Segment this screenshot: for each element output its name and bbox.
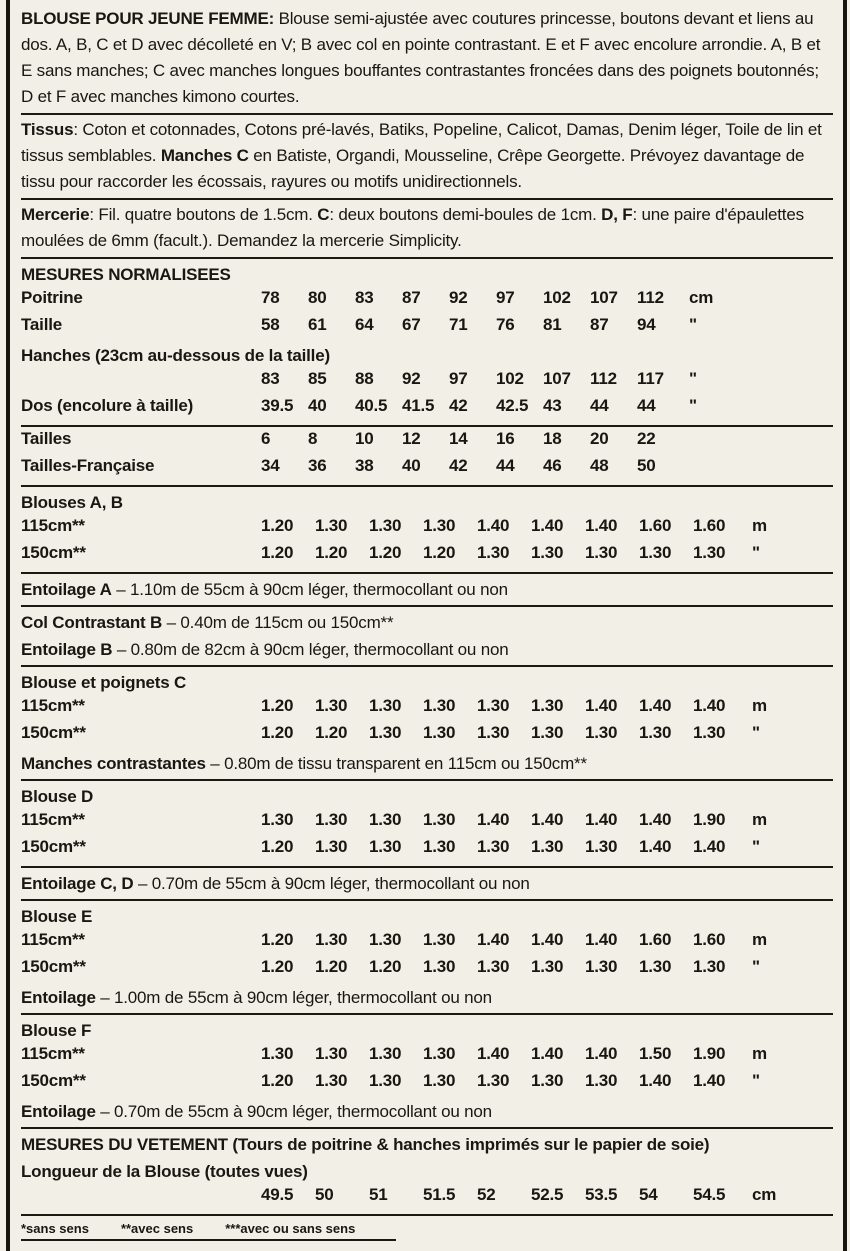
table-cell: 1.40 <box>585 930 618 949</box>
table-cell: 1.30 <box>531 957 564 976</box>
table-cell: 87 <box>590 315 609 334</box>
table-cell: 71 <box>449 315 468 334</box>
table-cell: 39.5 <box>261 396 294 415</box>
table-cell: 81 <box>543 315 562 334</box>
table-row-f-150 <box>21 1071 833 1098</box>
table-cell: 8 <box>308 429 318 448</box>
row-unit: " <box>689 315 697 334</box>
table-cell: 1.60 <box>693 930 726 949</box>
description-lead: BLOUSE POUR JEUNE FEMME: <box>21 9 275 28</box>
table-cell: 44 <box>590 396 609 415</box>
table-cell: 117 <box>637 369 664 388</box>
row-values <box>261 930 747 950</box>
divider <box>21 198 833 200</box>
table-cell: 1.40 <box>585 810 618 829</box>
table-cell: 76 <box>496 315 515 334</box>
table-cell: 1.30 <box>423 837 456 856</box>
note-lead: Entoilage B <box>21 640 113 659</box>
table-cell: 22 <box>637 429 656 448</box>
row-values <box>261 837 747 857</box>
row-unit: " <box>752 837 760 856</box>
row-values <box>261 810 747 830</box>
row-values <box>261 516 747 536</box>
table-cell: 1.40 <box>693 1071 726 1090</box>
table-cell: 40 <box>402 456 421 475</box>
table-cell: 1.30 <box>423 810 456 829</box>
table-cell: 1.30 <box>369 1071 402 1090</box>
note-lead: Manches contrastantes <box>21 754 206 773</box>
table-cell: 1.30 <box>477 837 510 856</box>
table-cell: 85 <box>308 369 327 388</box>
table-row-hips <box>21 369 833 396</box>
interfacing-a-note <box>21 576 833 603</box>
table-cell: 80 <box>308 288 327 307</box>
table-cell: 44 <box>637 396 656 415</box>
table-cell: 44 <box>496 456 515 475</box>
divider <box>21 779 833 781</box>
fabrics-text-1: : Coton et cotonnades, Cotons pré-lavés, Batiks, Popeline, Calicot, Damas, Denim léger, Toile de lin et tissus semblables. <box>21 120 822 165</box>
row-label: Poitrine <box>21 288 83 307</box>
row-label: 115cm** <box>21 930 85 949</box>
note-lead: Entoilage <box>21 988 96 1007</box>
table-row-d-150 <box>21 837 833 864</box>
table-cell: 49.5 <box>261 1185 294 1204</box>
table-row-c-150 <box>21 723 833 750</box>
table-cell: 1.20 <box>369 957 402 976</box>
yardage-c-title: Blouse et poignets C <box>21 673 187 692</box>
note-lead: Entoilage A <box>21 580 112 599</box>
table-row-blouse-length <box>21 1185 833 1212</box>
table-cell: 40 <box>308 396 327 415</box>
table-cell: 1.30 <box>315 1071 348 1090</box>
row-values <box>261 429 684 449</box>
table-cell: 1.30 <box>531 723 564 742</box>
note-lead: Entoilage <box>21 1102 96 1121</box>
table-cell: 1.30 <box>369 723 402 742</box>
table-cell: 1.40 <box>531 516 564 535</box>
table-cell: 42.5 <box>496 396 529 415</box>
notions-lead-3: D, F <box>601 205 633 224</box>
bottom-partial-rule <box>21 1239 396 1241</box>
row-label: 115cm** <box>21 1044 85 1063</box>
fabrics-lead: Tissus <box>21 120 74 139</box>
divider <box>21 425 833 427</box>
row-label: 150cm** <box>21 543 86 562</box>
footnote-with-nap: **avec sens <box>120 1221 194 1236</box>
table-cell: 1.30 <box>531 696 564 715</box>
table-row-french-sizes <box>21 456 833 483</box>
row-unit: " <box>752 543 760 562</box>
divider <box>21 1214 833 1216</box>
table-cell: 92 <box>449 288 468 307</box>
row-label: 150cm** <box>21 723 86 742</box>
table-cell: 1.40 <box>477 1044 510 1063</box>
row-unit: " <box>752 723 760 742</box>
table-cell: 92 <box>402 369 421 388</box>
table-cell: 1.30 <box>423 957 456 976</box>
table-cell: 1.30 <box>639 957 672 976</box>
garment-measurements-title: MESURES DU VETEMENT (Tours de poitrine & hanches imprimés sur le papier de soie) <box>21 1135 710 1154</box>
note-text: – 0.80m de 82cm à 90cm léger, thermocollant ou non <box>112 640 509 659</box>
table-row-back <box>21 396 833 423</box>
table-cell: 1.40 <box>693 696 726 715</box>
table-cell: 102 <box>496 369 524 388</box>
row-values <box>261 1044 747 1064</box>
table-cell: 1.30 <box>369 516 402 535</box>
table-cell: 1.30 <box>369 930 402 949</box>
table-row-sizes <box>21 429 833 456</box>
table-cell: 54 <box>639 1185 658 1204</box>
table-row-e-115 <box>21 930 833 957</box>
table-cell: 1.30 <box>423 1044 456 1063</box>
note-lead: Entoilage C, D <box>21 874 134 893</box>
table-row-f-115 <box>21 1044 833 1071</box>
table-cell: 1.30 <box>423 696 456 715</box>
notions-text-2: : deux boutons demi-boules de 1cm. <box>329 205 602 224</box>
row-label: 150cm** <box>21 957 86 976</box>
row-label: 150cm** <box>21 837 86 856</box>
table-cell: 1.30 <box>477 543 510 562</box>
table-cell: 1.60 <box>639 516 672 535</box>
table-cell: 1.30 <box>423 723 456 742</box>
fabrics-paragraph <box>21 117 833 195</box>
left-edge-bar <box>6 0 10 1251</box>
row-label: Dos (encolure à taille) <box>21 396 194 415</box>
row-unit: " <box>689 396 697 415</box>
table-cell: 51.5 <box>423 1185 456 1204</box>
row-unit: m <box>752 516 767 535</box>
interfacing-e-note <box>21 984 833 1011</box>
row-values <box>261 957 747 977</box>
row-unit: " <box>752 1071 760 1090</box>
table-cell: 1.30 <box>531 1071 564 1090</box>
table-cell: 34 <box>261 456 280 475</box>
row-unit: cm <box>752 1185 777 1204</box>
table-cell: 1.20 <box>261 837 294 856</box>
table-cell: 6 <box>261 429 271 448</box>
table-cell: 1.60 <box>693 516 726 535</box>
table-cell: 1.40 <box>531 810 564 829</box>
divider <box>21 257 833 259</box>
row-values <box>261 543 747 563</box>
table-row-ab-150 <box>21 543 833 570</box>
table-cell: 1.40 <box>477 810 510 829</box>
row-label: 115cm** <box>21 516 85 535</box>
table-cell: 46 <box>543 456 562 475</box>
table-cell: 1.40 <box>693 837 726 856</box>
measurements-title: MESURES NORMALISEES <box>21 265 231 284</box>
row-unit: m <box>752 696 767 715</box>
footnote-without-nap: *sans sens <box>21 1221 89 1236</box>
row-unit: " <box>752 957 760 976</box>
table-cell: 1.30 <box>423 1071 456 1090</box>
hips-label: Hanches (23cm au-dessous de la taille) <box>21 346 330 365</box>
table-cell: 88 <box>355 369 374 388</box>
table-cell: 1.40 <box>477 930 510 949</box>
table-cell: 50 <box>637 456 656 475</box>
table-cell: 50 <box>315 1185 334 1204</box>
table-cell: 1.30 <box>369 696 402 715</box>
table-cell: 67 <box>402 315 421 334</box>
divider <box>21 572 833 574</box>
row-values <box>261 315 684 335</box>
table-cell: 1.20 <box>261 930 294 949</box>
table-cell: 1.30 <box>477 696 510 715</box>
table-cell: 42 <box>449 456 468 475</box>
notions-text-3: : une paire d'épaulettes moulées de 6mm (facult.). Demandez la mercerie Simplicity. <box>21 205 804 250</box>
row-values <box>261 396 684 416</box>
yardage-ab-title: Blouses A, B <box>21 493 123 512</box>
table-cell: 1.30 <box>369 810 402 829</box>
interfacing-b-note <box>21 636 833 663</box>
table-cell: 52.5 <box>531 1185 564 1204</box>
divider <box>21 866 833 868</box>
table-cell: 1.30 <box>693 543 726 562</box>
table-cell: 112 <box>637 288 664 307</box>
contrast-sleeves-note <box>21 750 833 777</box>
notions-paragraph <box>21 202 833 254</box>
table-cell: 12 <box>402 429 421 448</box>
note-lead: Col Contrastant B <box>21 613 163 632</box>
table-cell: 64 <box>355 315 374 334</box>
table-cell: 1.30 <box>477 957 510 976</box>
table-cell: 1.20 <box>261 1071 294 1090</box>
footnotes <box>21 1221 833 1237</box>
table-cell: 83 <box>261 369 280 388</box>
table-cell: 1.30 <box>585 957 618 976</box>
table-cell: 42 <box>449 396 468 415</box>
table-cell: 1.30 <box>477 1071 510 1090</box>
table-cell: 1.30 <box>423 930 456 949</box>
table-cell: 1.40 <box>477 516 510 535</box>
table-cell: 1.90 <box>693 1044 726 1063</box>
divider <box>21 605 833 607</box>
table-row-waist <box>21 315 833 342</box>
table-cell: 1.30 <box>315 1044 348 1063</box>
table-cell: 1.30 <box>315 810 348 829</box>
table-cell: 1.30 <box>315 516 348 535</box>
note-text: – 1.00m de 55cm à 90cm léger, thermocollant ou non <box>95 988 492 1007</box>
row-label: Tailles-Française <box>21 456 155 475</box>
table-row-c-115 <box>21 696 833 723</box>
table-cell: 54.5 <box>693 1185 726 1204</box>
table-cell: 1.30 <box>585 723 618 742</box>
table-cell: 1.20 <box>261 723 294 742</box>
notions-lead-2: C <box>317 205 330 224</box>
row-label: 115cm** <box>21 810 85 829</box>
table-cell: 10 <box>355 429 374 448</box>
table-cell: 107 <box>590 288 618 307</box>
table-cell: 1.20 <box>369 543 402 562</box>
divider <box>21 1127 833 1129</box>
table-cell: 1.30 <box>369 1044 402 1063</box>
table-row-bust <box>21 288 833 315</box>
table-cell: 1.30 <box>477 723 510 742</box>
interfacing-f-note <box>21 1098 833 1125</box>
table-cell: 97 <box>496 288 515 307</box>
yardage-e-title: Blouse E <box>21 907 93 926</box>
row-values <box>261 1185 747 1205</box>
table-cell: 1.30 <box>315 837 348 856</box>
description-text: Blouse semi-ajustée avec coutures princesse, boutons devant et liens au dos. A, B, C et D avec décolleté en V; B avec col en pointe contrastant. E et F avec encolure arrondie. A, B et E sans manches; C avec manches longues bouffantes contrastantes froncées dans des poignets boutonnés; D et F avec manches kimono courtes. <box>21 9 821 106</box>
description-paragraph <box>21 6 833 110</box>
table-cell: 1.40 <box>531 930 564 949</box>
table-cell: 1.40 <box>585 1044 618 1063</box>
table-cell: 51 <box>369 1185 388 1204</box>
table-cell: 1.40 <box>531 1044 564 1063</box>
row-values <box>261 288 684 308</box>
notions-lead: Mercerie <box>21 205 90 224</box>
yardage-d-title: Blouse D <box>21 787 94 806</box>
table-cell: 83 <box>355 288 374 307</box>
table-cell: 36 <box>308 456 327 475</box>
divider <box>21 1013 833 1015</box>
table-cell: 48 <box>590 456 609 475</box>
row-label: Tailles <box>21 429 72 448</box>
contrast-collar-b-note <box>21 609 833 636</box>
divider <box>21 899 833 901</box>
table-cell: 61 <box>308 315 327 334</box>
table-cell: 1.30 <box>315 696 348 715</box>
row-unit: " <box>689 369 697 388</box>
table-cell: 1.30 <box>693 957 726 976</box>
table-cell: 41.5 <box>402 396 435 415</box>
table-row-ab-115 <box>21 516 833 543</box>
table-cell: 1.30 <box>639 543 672 562</box>
table-cell: 1.30 <box>369 837 402 856</box>
row-unit: cm <box>689 288 714 307</box>
table-cell: 1.20 <box>261 957 294 976</box>
table-cell: 1.20 <box>315 957 348 976</box>
table-cell: 94 <box>637 315 656 334</box>
table-cell: 43 <box>543 396 562 415</box>
sheet-content <box>21 5 833 1243</box>
table-cell: 1.40 <box>639 810 672 829</box>
table-cell: 1.40 <box>585 516 618 535</box>
table-cell: 1.40 <box>639 696 672 715</box>
table-cell: 1.20 <box>261 543 294 562</box>
table-cell: 16 <box>496 429 515 448</box>
table-cell: 1.30 <box>639 723 672 742</box>
row-values <box>261 456 684 476</box>
fabrics-lead-2: Manches C <box>160 146 249 165</box>
divider <box>21 485 833 487</box>
table-cell: 112 <box>590 369 617 388</box>
table-cell: 1.30 <box>261 810 294 829</box>
table-cell: 87 <box>402 288 421 307</box>
table-cell: 1.20 <box>261 696 294 715</box>
table-cell: 18 <box>543 429 562 448</box>
row-label: 150cm** <box>21 1071 86 1090</box>
table-cell: 1.30 <box>585 837 618 856</box>
table-cell: 1.20 <box>315 543 348 562</box>
note-text: – 1.10m de 55cm à 90cm léger, thermocollant ou non <box>111 580 508 599</box>
row-values <box>261 1071 747 1091</box>
table-cell: 1.20 <box>261 516 294 535</box>
interfacing-cd-note <box>21 870 833 897</box>
right-edge-bar <box>843 0 847 1251</box>
table-row-d-115 <box>21 810 833 837</box>
table-cell: 97 <box>449 369 468 388</box>
note-text: – 0.70m de 55cm à 90cm léger, thermocollant ou non <box>95 1102 492 1121</box>
table-cell: 38 <box>355 456 374 475</box>
row-values <box>261 723 747 743</box>
note-text: – 0.70m de 55cm à 90cm léger, thermocollant ou non <box>133 874 530 893</box>
table-cell: 1.40 <box>639 1071 672 1090</box>
table-cell: 1.30 <box>315 930 348 949</box>
table-row-e-150 <box>21 957 833 984</box>
note-text: – 0.40m de 115cm ou 150cm** <box>162 613 394 632</box>
row-label: Taille <box>21 315 63 334</box>
table-cell: 52 <box>477 1185 496 1204</box>
table-cell: 107 <box>543 369 571 388</box>
table-cell: 102 <box>543 288 571 307</box>
footnote-with-or-without-nap: ***avec ou sans sens <box>225 1221 356 1236</box>
notions-text-1: : Fil. quatre boutons de 1.5cm. <box>89 205 318 224</box>
divider <box>21 113 833 115</box>
table-cell: 1.30 <box>585 543 618 562</box>
table-cell: 1.30 <box>585 1071 618 1090</box>
row-values <box>261 696 747 716</box>
yardage-f-title: Blouse F <box>21 1021 92 1040</box>
row-unit: m <box>752 930 767 949</box>
table-cell: 1.20 <box>423 543 456 562</box>
fabrics-text-2: en Batiste, Organdi, Mousseline, Crêpe Georgette. Prévoyez davantage de tissu pour raccorder les écossais, rayures ou motifs unidirectionnels. <box>21 146 805 191</box>
table-cell: 14 <box>449 429 468 448</box>
blouse-length-label: Longueur de la Blouse (toutes vues) <box>21 1162 308 1181</box>
table-cell: 40.5 <box>355 396 388 415</box>
table-cell: 1.30 <box>531 543 564 562</box>
table-cell: 1.20 <box>315 723 348 742</box>
table-cell: 1.40 <box>639 837 672 856</box>
table-cell: 1.30 <box>693 723 726 742</box>
table-cell: 1.30 <box>423 516 456 535</box>
row-unit: m <box>752 1044 767 1063</box>
row-label: 115cm** <box>21 696 85 715</box>
table-cell: 20 <box>590 429 609 448</box>
table-cell: 1.40 <box>585 696 618 715</box>
table-cell: 58 <box>261 315 280 334</box>
row-unit: m <box>752 810 767 829</box>
table-cell: 1.90 <box>693 810 726 829</box>
table-cell: 78 <box>261 288 280 307</box>
table-cell: 53.5 <box>585 1185 618 1204</box>
row-values <box>261 369 684 389</box>
table-cell: 1.50 <box>639 1044 672 1063</box>
table-cell: 1.60 <box>639 930 672 949</box>
divider <box>21 665 833 667</box>
table-cell: 1.30 <box>261 1044 294 1063</box>
table-cell: 1.30 <box>531 837 564 856</box>
note-text: – 0.80m de tissu transparent en 115cm ou 150cm** <box>205 754 587 773</box>
